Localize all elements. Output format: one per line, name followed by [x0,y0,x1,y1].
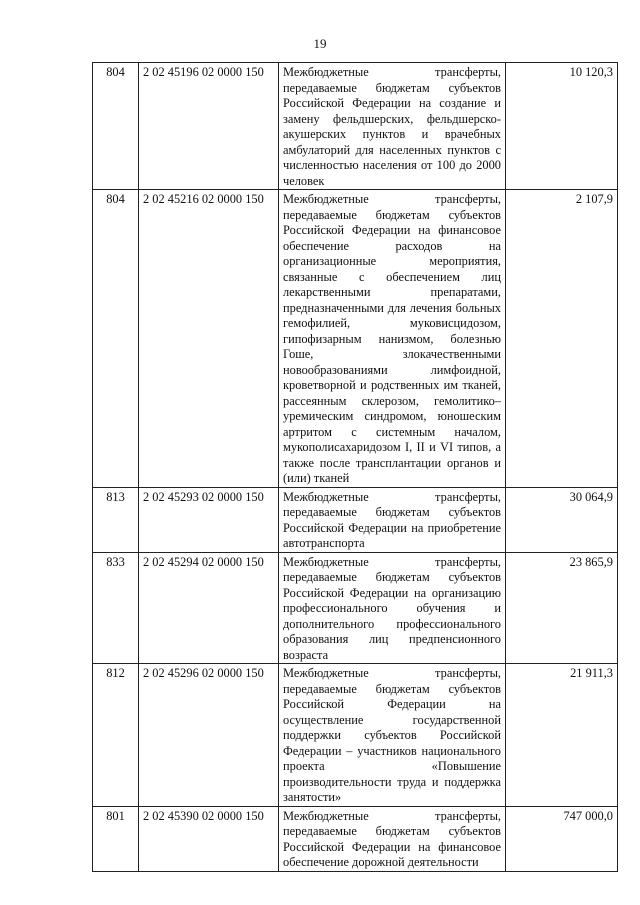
amount-cell: 10 120,3 [506,63,618,190]
page-number: 19 [313,36,327,51]
amount-cell: 2 107,9 [506,190,618,488]
amount-cell: 747 000,0 [506,806,618,871]
description-cell: Межбюджетные трансферты, передаваемые бюджетам субъектов Российской Федерации на приобретение автотранспорта [279,487,506,552]
admin-code-cell: 833 [93,552,139,664]
budget-code-cell: 2 02 45294 02 0000 150 [139,552,279,664]
amount-cell: 21 911,3 [506,664,618,807]
budget-code-cell: 2 02 45216 02 0000 150 [139,190,279,488]
table-row [93,664,618,807]
admin-code-cell: 812 [93,664,139,807]
description-cell: Межбюджетные трансферты, передаваемые бюджетам субъектов Российской Федерации на осуществление государственной поддержки субъектов Российской Федерации – участников национального проекта «Повышение производительности труда и поддержка занятости» [279,664,506,807]
table-row [93,487,618,552]
budget-revenue-table [92,62,618,872]
admin-code-cell: 804 [93,190,139,488]
description-cell: Межбюджетные трансферты, передаваемые бюджетам субъектов Российской Федерации на финансовое обеспечение расходов на организационные мероприятия, связанные с обеспечением лиц лекарственными препаратами, предназначенными для лечения больных гемофилией, муковисцидозом, гипофизарным нанизмом, болезнью Гоше, злокачественными новообразованиями лимфоидной, кроветворной и родственных им тканей, рассеянным склерозом, гемолитико–уремическим синдромом, юношеским артритом с системным началом, мукополисахаридозом I, II и VI типов, а также после трансплантации органов и (или) тканей [279,190,506,488]
budget-code-cell: 2 02 45390 02 0000 150 [139,806,279,871]
table-row [93,806,618,871]
table-row [93,552,618,664]
admin-code-cell: 813 [93,487,139,552]
description-cell: Межбюджетные трансферты, передаваемые бюджетам субъектов Российской Федерации на организацию профессионального обучения и дополнительного профессионального образования лиц предпенсионного возраста [279,552,506,664]
admin-code-cell: 804 [93,63,139,190]
description-cell: Межбюджетные трансферты, передаваемые бюджетам субъектов Российской Федерации на финансовое обеспечение дорожной деятельности [279,806,506,871]
description-cell: Межбюджетные трансферты, передаваемые бюджетам субъектов Российской Федерации на создание и замену фельдшерских, фельдшерско-акушерских пунктов и врачебных амбулаторий для населенных пунктов с численностью населения от 100 до 2000 человек [279,63,506,190]
budget-code-cell: 2 02 45196 02 0000 150 [139,63,279,190]
table-row [93,63,618,190]
budget-code-cell: 2 02 45296 02 0000 150 [139,664,279,807]
table-row [93,190,618,488]
admin-code-cell: 801 [93,806,139,871]
budget-code-cell: 2 02 45293 02 0000 150 [139,487,279,552]
amount-cell: 30 064,9 [506,487,618,552]
amount-cell: 23 865,9 [506,552,618,664]
